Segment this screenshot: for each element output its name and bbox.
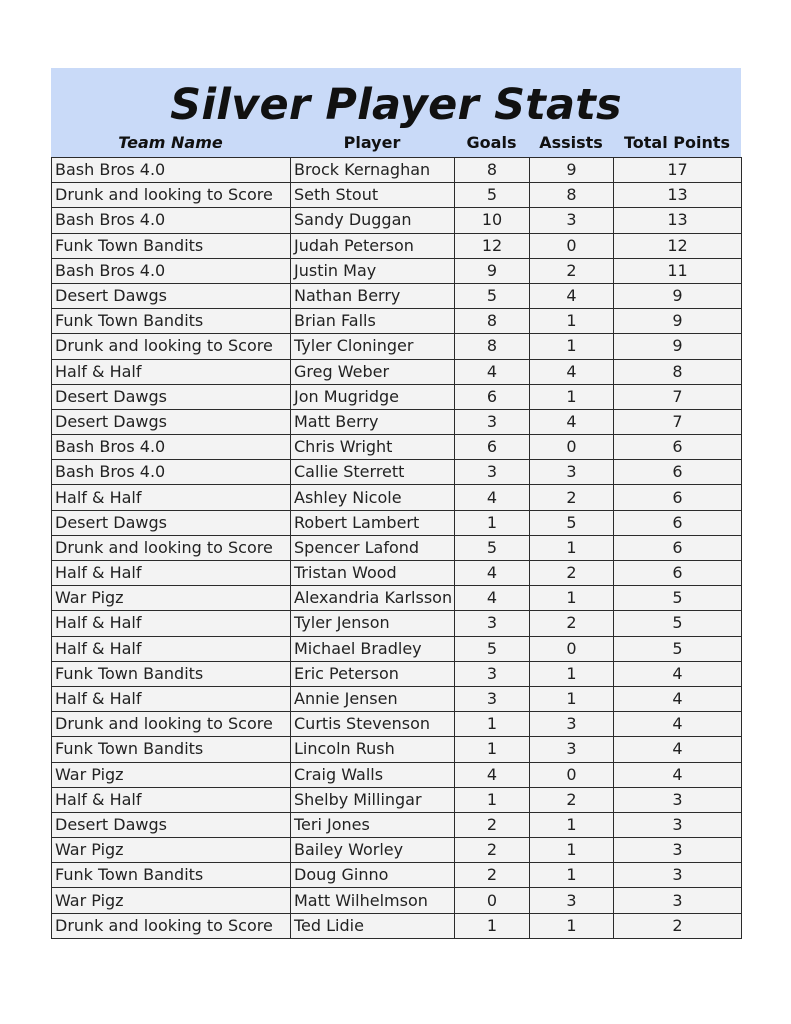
table-row [52, 535, 742, 560]
cell-player: Greg Weber [291, 359, 455, 384]
cell-goals: 1 [455, 712, 530, 737]
table-row [52, 561, 742, 586]
cell-player: Michael Bradley [291, 636, 455, 661]
cell-team: Half & Half [52, 485, 291, 510]
column-header-team: Team Name [118, 133, 223, 152]
cell-goals: 2 [455, 812, 530, 837]
cell-total-points: 9 [614, 283, 742, 308]
cell-player: Shelby Millingar [291, 787, 455, 812]
cell-player: Callie Sterrett [291, 460, 455, 485]
cell-assists: 3 [530, 208, 614, 233]
cell-goals: 0 [455, 888, 530, 913]
cell-player: Judah Peterson [291, 233, 455, 258]
table-row [52, 359, 742, 384]
title-banner [51, 68, 741, 157]
cell-goals: 4 [455, 359, 530, 384]
cell-total-points: 11 [614, 258, 742, 283]
cell-assists: 2 [530, 787, 614, 812]
cell-total-points: 8 [614, 359, 742, 384]
cell-goals: 6 [455, 384, 530, 409]
cell-goals: 8 [455, 309, 530, 334]
cell-team: Half & Half [52, 359, 291, 384]
cell-player: Matt Berry [291, 409, 455, 434]
cell-assists: 9 [530, 158, 614, 183]
cell-goals: 3 [455, 661, 530, 686]
cell-total-points: 9 [614, 309, 742, 334]
cell-assists: 0 [530, 636, 614, 661]
cell-assists: 3 [530, 712, 614, 737]
table-row [52, 334, 742, 359]
table-row [52, 460, 742, 485]
cell-assists: 1 [530, 913, 614, 938]
cell-total-points: 3 [614, 888, 742, 913]
cell-player: Lincoln Rush [291, 737, 455, 762]
cell-total-points: 6 [614, 561, 742, 586]
cell-assists: 3 [530, 460, 614, 485]
cell-team: War Pigz [52, 888, 291, 913]
cell-assists: 1 [530, 334, 614, 359]
cell-team: War Pigz [52, 586, 291, 611]
table-row [52, 611, 742, 636]
cell-team: Funk Town Bandits [52, 737, 291, 762]
cell-team: Half & Half [52, 561, 291, 586]
stats-table [51, 157, 742, 939]
cell-total-points: 12 [614, 233, 742, 258]
cell-goals: 3 [455, 611, 530, 636]
cell-total-points: 4 [614, 661, 742, 686]
cell-assists: 3 [530, 888, 614, 913]
cell-total-points: 5 [614, 636, 742, 661]
cell-goals: 10 [455, 208, 530, 233]
cell-player: Brock Kernaghan [291, 158, 455, 183]
cell-total-points: 2 [614, 913, 742, 938]
cell-player: Seth Stout [291, 183, 455, 208]
cell-goals: 4 [455, 561, 530, 586]
cell-team: Half & Half [52, 787, 291, 812]
cell-player: Tristan Wood [291, 561, 455, 586]
cell-goals: 6 [455, 435, 530, 460]
cell-assists: 1 [530, 309, 614, 334]
cell-goals: 5 [455, 636, 530, 661]
cell-assists: 2 [530, 611, 614, 636]
cell-team: Desert Dawgs [52, 510, 291, 535]
cell-total-points: 6 [614, 460, 742, 485]
cell-assists: 1 [530, 535, 614, 560]
cell-goals: 1 [455, 510, 530, 535]
cell-goals: 4 [455, 762, 530, 787]
cell-team: Half & Half [52, 686, 291, 711]
column-header-player: Player [343, 133, 401, 152]
cell-total-points: 3 [614, 812, 742, 837]
cell-total-points: 4 [614, 762, 742, 787]
cell-assists: 0 [530, 762, 614, 787]
cell-team: Drunk and looking to Score [52, 913, 291, 938]
cell-player: Ashley Nicole [291, 485, 455, 510]
cell-assists: 2 [530, 561, 614, 586]
cell-team: War Pigz [52, 838, 291, 863]
cell-team: Desert Dawgs [52, 812, 291, 837]
cell-player: Doug Ginno [291, 863, 455, 888]
cell-team: Half & Half [52, 611, 291, 636]
table-row [52, 309, 742, 334]
table-row [52, 838, 742, 863]
cell-total-points: 13 [614, 208, 742, 233]
cell-assists: 3 [530, 737, 614, 762]
cell-team: Funk Town Bandits [52, 863, 291, 888]
cell-team: Funk Town Bandits [52, 661, 291, 686]
cell-assists: 8 [530, 183, 614, 208]
table-row [52, 435, 742, 460]
cell-total-points: 6 [614, 510, 742, 535]
cell-assists: 1 [530, 586, 614, 611]
cell-player: Craig Walls [291, 762, 455, 787]
cell-player: Annie Jensen [291, 686, 455, 711]
cell-player: Tyler Cloninger [291, 334, 455, 359]
cell-player: Spencer Lafond [291, 535, 455, 560]
cell-goals: 4 [455, 586, 530, 611]
stats-sheet [51, 68, 741, 939]
table-row [52, 661, 742, 686]
cell-total-points: 6 [614, 435, 742, 460]
table-row [52, 762, 742, 787]
cell-team: Bash Bros 4.0 [52, 208, 291, 233]
cell-total-points: 3 [614, 863, 742, 888]
cell-assists: 2 [530, 485, 614, 510]
cell-total-points: 6 [614, 535, 742, 560]
cell-player: Ted Lidie [291, 913, 455, 938]
cell-total-points: 5 [614, 586, 742, 611]
column-header-row [51, 129, 741, 157]
cell-goals: 3 [455, 409, 530, 434]
cell-goals: 1 [455, 913, 530, 938]
table-row [52, 863, 742, 888]
cell-total-points: 4 [614, 686, 742, 711]
table-row [52, 233, 742, 258]
cell-goals: 8 [455, 158, 530, 183]
cell-goals: 5 [455, 283, 530, 308]
cell-player: Tyler Jenson [291, 611, 455, 636]
cell-assists: 0 [530, 435, 614, 460]
cell-team: Bash Bros 4.0 [52, 258, 291, 283]
stats-table-body [52, 158, 742, 939]
cell-team: Drunk and looking to Score [52, 334, 291, 359]
cell-team: Drunk and looking to Score [52, 183, 291, 208]
table-row [52, 208, 742, 233]
column-header-goals: Goals [466, 133, 517, 152]
cell-goals: 2 [455, 838, 530, 863]
cell-team: Desert Dawgs [52, 283, 291, 308]
table-row [52, 183, 742, 208]
cell-assists: 4 [530, 359, 614, 384]
cell-assists: 1 [530, 384, 614, 409]
cell-total-points: 9 [614, 334, 742, 359]
cell-team: Bash Bros 4.0 [52, 435, 291, 460]
cell-goals: 1 [455, 787, 530, 812]
table-row [52, 686, 742, 711]
cell-assists: 0 [530, 233, 614, 258]
table-row [52, 712, 742, 737]
cell-assists: 5 [530, 510, 614, 535]
cell-player: Alexandria Karlsson [291, 586, 455, 611]
cell-goals: 9 [455, 258, 530, 283]
cell-player: Eric Peterson [291, 661, 455, 686]
cell-team: Funk Town Bandits [52, 233, 291, 258]
cell-goals: 3 [455, 686, 530, 711]
cell-assists: 1 [530, 661, 614, 686]
cell-team: Bash Bros 4.0 [52, 158, 291, 183]
cell-total-points: 7 [614, 384, 742, 409]
cell-goals: 8 [455, 334, 530, 359]
cell-team: Drunk and looking to Score [52, 712, 291, 737]
table-row [52, 913, 742, 938]
cell-goals: 2 [455, 863, 530, 888]
cell-total-points: 4 [614, 712, 742, 737]
table-row [52, 409, 742, 434]
table-row [52, 636, 742, 661]
cell-total-points: 3 [614, 787, 742, 812]
cell-assists: 1 [530, 686, 614, 711]
cell-player: Robert Lambert [291, 510, 455, 535]
cell-player: Justin May [291, 258, 455, 283]
cell-total-points: 13 [614, 183, 742, 208]
cell-total-points: 17 [614, 158, 742, 183]
cell-team: Half & Half [52, 636, 291, 661]
cell-team: Funk Town Bandits [52, 309, 291, 334]
cell-goals: 1 [455, 737, 530, 762]
table-row [52, 283, 742, 308]
cell-player: Curtis Stevenson [291, 712, 455, 737]
cell-team: Drunk and looking to Score [52, 535, 291, 560]
cell-team: Bash Bros 4.0 [52, 460, 291, 485]
cell-goals: 5 [455, 535, 530, 560]
cell-goals: 4 [455, 485, 530, 510]
cell-assists: 2 [530, 258, 614, 283]
column-header-total-points: Total Points [623, 133, 731, 152]
cell-total-points: 4 [614, 737, 742, 762]
table-row [52, 888, 742, 913]
cell-goals: 3 [455, 460, 530, 485]
table-row [52, 384, 742, 409]
cell-assists: 1 [530, 812, 614, 837]
table-row [52, 586, 742, 611]
cell-total-points: 3 [614, 838, 742, 863]
cell-assists: 4 [530, 409, 614, 434]
cell-total-points: 6 [614, 485, 742, 510]
cell-player: Jon Mugridge [291, 384, 455, 409]
cell-goals: 5 [455, 183, 530, 208]
cell-goals: 12 [455, 233, 530, 258]
table-row [52, 158, 742, 183]
page-title: Silver Player Stats [170, 80, 622, 130]
cell-player: Nathan Berry [291, 283, 455, 308]
cell-player: Bailey Worley [291, 838, 455, 863]
cell-assists: 4 [530, 283, 614, 308]
cell-assists: 1 [530, 838, 614, 863]
cell-team: War Pigz [52, 762, 291, 787]
table-row [52, 737, 742, 762]
cell-player: Chris Wright [291, 435, 455, 460]
cell-total-points: 7 [614, 409, 742, 434]
table-row [52, 812, 742, 837]
table-row [52, 258, 742, 283]
cell-player: Sandy Duggan [291, 208, 455, 233]
cell-team: Desert Dawgs [52, 384, 291, 409]
column-header-assists: Assists [539, 133, 603, 152]
table-row [52, 510, 742, 535]
cell-total-points: 5 [614, 611, 742, 636]
cell-player: Teri Jones [291, 812, 455, 837]
cell-player: Brian Falls [291, 309, 455, 334]
cell-assists: 1 [530, 863, 614, 888]
cell-player: Matt Wilhelmson [291, 888, 455, 913]
cell-team: Desert Dawgs [52, 409, 291, 434]
table-row [52, 485, 742, 510]
table-row [52, 787, 742, 812]
